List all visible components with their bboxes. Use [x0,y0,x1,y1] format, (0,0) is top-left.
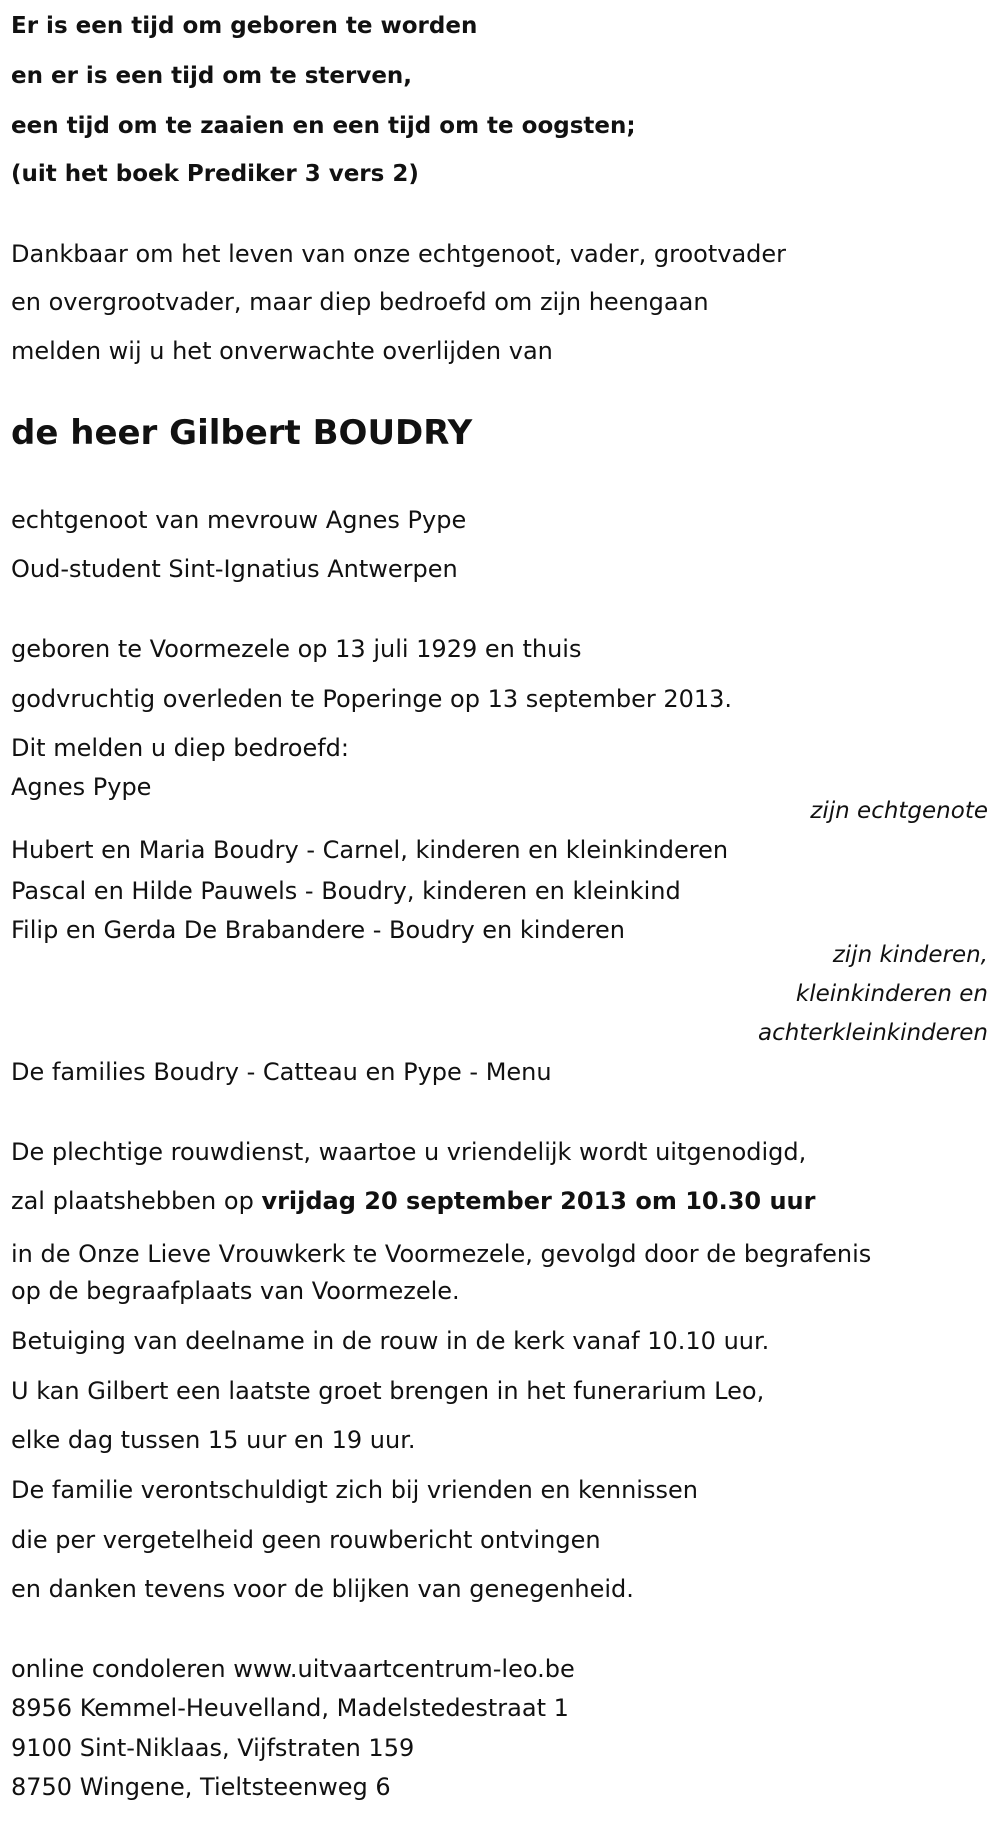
child-line: Filip en Gerda De Brabandere - Boudry en kinderen [11,916,625,944]
verse-source: (uit het boek Prediker 3 vers 2) [11,161,419,187]
address-line: 9100 Sint-Niklaas, Vijfstraten 159 [11,1734,415,1762]
child-line: Pascal en Hilde Pauwels - Boudry, kinderen en kleinkind [11,877,681,905]
verse-line: en er is een tijd om te sterven, [11,63,413,89]
service-line: De familie verontschuldigt zich bij vrienden en kennissen [11,1476,698,1504]
online-condolence: online condoleren www.uitvaartcentrum-leo.be [11,1655,575,1683]
deceased-name: de heer Gilbert BOUDRY [11,413,473,453]
service-line: die per vergetelheid geen rouwbericht ontvingen [11,1526,601,1554]
address-line: 8956 Kemmel-Heuvelland, Madelstedestraat 1 [11,1694,569,1722]
children-role: kleinkinderen en [795,981,988,1007]
families-line: De families Boudry - Catteau en Pype - Menu [11,1058,552,1086]
detail-line: Oud-student Sint-Ignatius Antwerpen [11,555,458,583]
verse-line: Er is een tijd om geboren te worden [11,13,478,39]
service-line: De plechtige rouwdienst, waartoe u vriendelijk wordt uitgenodigd, [11,1138,807,1166]
service-datetime: vrijdag 20 september 2013 om 10.30 uur [261,1187,816,1215]
address-line: 8750 Wingene, Tieltsteenweg 6 [11,1773,391,1801]
children-role: zijn kinderen, [832,942,988,968]
children-role: achterkleinkinderen [758,1020,988,1046]
service-prefix: zal plaatshebben op [11,1187,262,1215]
death-line: godvruchtig overleden te Poperinge op 13 september 2013. [11,685,733,713]
service-line: in de Onze Lieve Vrouwkerk te Voormezele, gevolgd door de begrafenis [11,1240,872,1268]
detail-line: echtgenoot van mevrouw Agnes Pype [11,506,467,534]
intro-line: Dankbaar om het leven van onze echtgenoot, vader, grootvader [11,240,787,268]
birth-line: geboren te Voormezele op 13 juli 1929 en thuis [11,635,582,663]
service-line: elke dag tussen 15 uur en 19 uur. [11,1426,416,1454]
service-line: Betuiging van deelname in de rouw in de kerk vanaf 10.10 uur. [11,1327,770,1355]
service-line: en danken tevens voor de blijken van genegenheid. [11,1575,634,1603]
verse-line: een tijd om te zaaien en een tijd om te oogsten; [11,113,636,139]
service-line: op de begraafplaats van Voormezele. [11,1277,460,1305]
intro-line: en overgrootvader, maar diep bedroefd om zijn heengaan [11,288,709,316]
announce-line: Dit melden u diep bedroefd: [11,734,350,762]
spouse-role: zijn echtgenote [810,798,988,824]
service-line: U kan Gilbert een laatste groet brengen in het funerarium Leo, [11,1377,765,1405]
child-line: Hubert en Maria Boudry - Carnel, kinderen en kleinkinderen [11,836,729,864]
spouse-name: Agnes Pype [11,773,152,801]
intro-line: melden wij u het onverwachte overlijden van [11,337,553,365]
service-datetime-line [11,1186,815,1216]
